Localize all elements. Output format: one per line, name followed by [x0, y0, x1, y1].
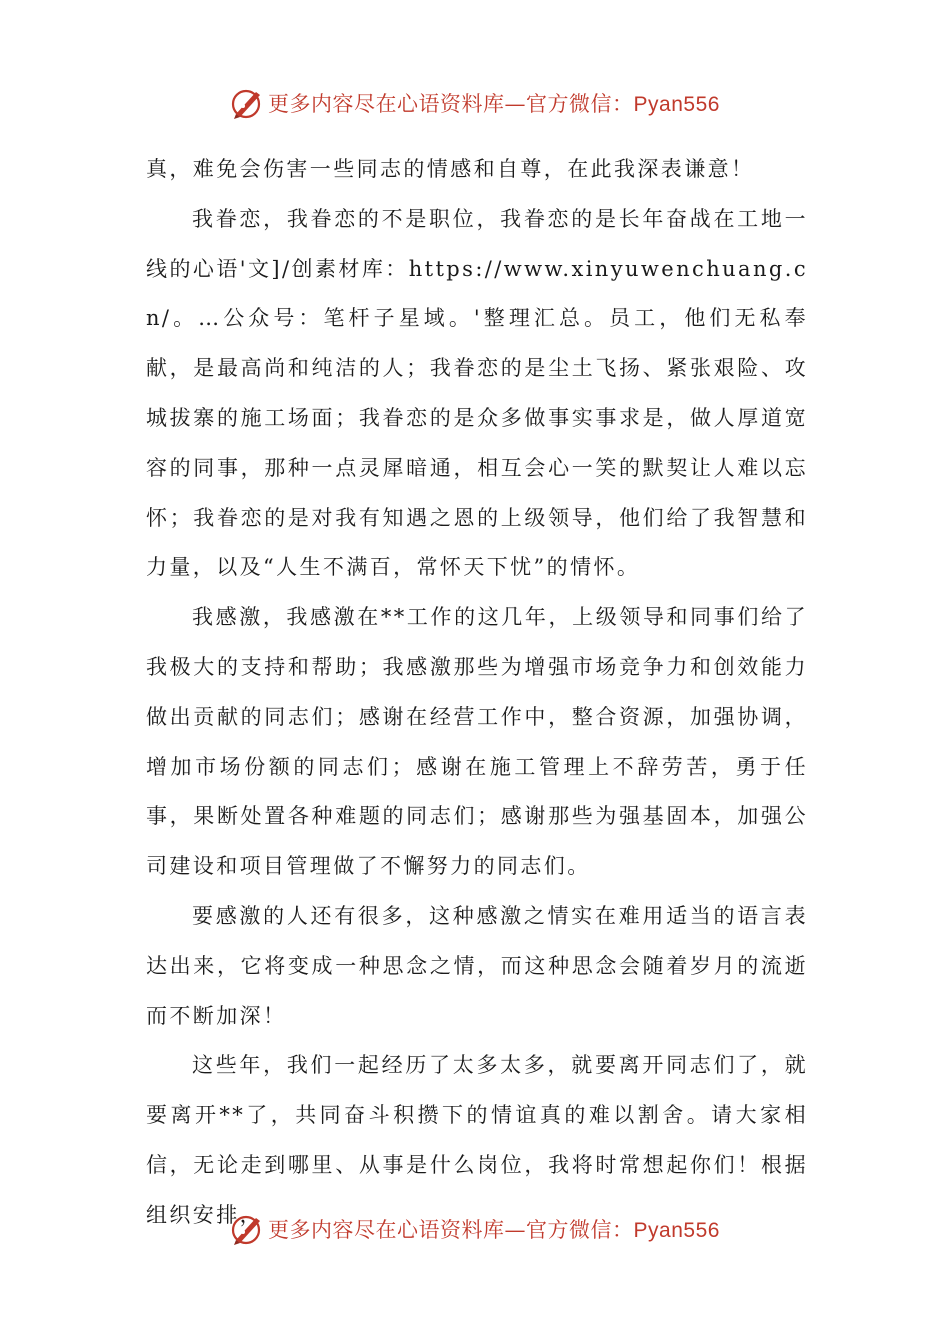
paragraph-3: 我感激，我感激在**工作的这几年，上级领导和同事们给了我极大的支持和帮助；我感激那些为增强市场竞争力和创效能力做出贡献的同志们；感谢在经营工作中，整合资源，加强协调，增加市场份额的同志们；感谢在施工管理上不辞劳苦，勇于任事，果断处置各种难题的同志们；感谢那些为强基固本，加强公司建设和项目管理做了不懈努力的同志们。 [146, 605, 808, 879]
banner-text [268, 1214, 720, 1244]
pen-logo-icon [230, 86, 264, 120]
pen-logo-icon [230, 1212, 264, 1246]
document-body [146, 145, 808, 1241]
wechat-id: Pyan556 [633, 1219, 720, 1242]
banner-text [268, 88, 720, 118]
wechat-id: Pyan556 [633, 93, 720, 116]
paragraph-4: 要感激的人还有很多，这种感激之情实在难用适当的语言表达出来，它将变成一种思念之情，而这种思念会随着岁月的流逝而不断加深！ [146, 903, 808, 1028]
banner-label: 更多内容尽在心语资料库—官方微信： [268, 92, 634, 116]
header-banner [0, 83, 950, 123]
paragraph-1: 真，难免会伤害一些同志的情感和自尊，在此我深表谦意！ [146, 157, 755, 181]
paragraph-5: 这些年，我们一起经历了太多太多，就要离开同志们了，就要离开**了，共同奋斗积攒下的情谊真的难以割舍。请大家相信，无论走到哪里、从事是什么岗位，我将时常想起你们！根据组织安排， [146, 1053, 808, 1227]
paragraph-2: 我眷恋，我眷恋的不是职位，我眷恋的是长年奋战在工地一线的心语'文]/创素材库：https://www.xinyuwenchuang.cn/。…公众号：笔杆子星域。'整理汇总。员工，他们无私奉献，是最高尚和纯洁的人；我眷恋的是尘土飞扬、紧张艰险、攻城拔寨的施工场面；我眷恋的是众多做事实事求是，做人厚道宽容的同事，那种一点灵犀暗通，相互会心一笑的默契让人难以忘怀；我眷恋的是对我有知遇之恩的上级领导，他们给了我智慧和力量，以及“人生不满百，常怀天下忧”的情怀。 [146, 206, 808, 580]
banner-label: 更多内容尽在心语资料库—官方微信： [268, 1218, 634, 1242]
footer-banner [0, 1209, 950, 1249]
